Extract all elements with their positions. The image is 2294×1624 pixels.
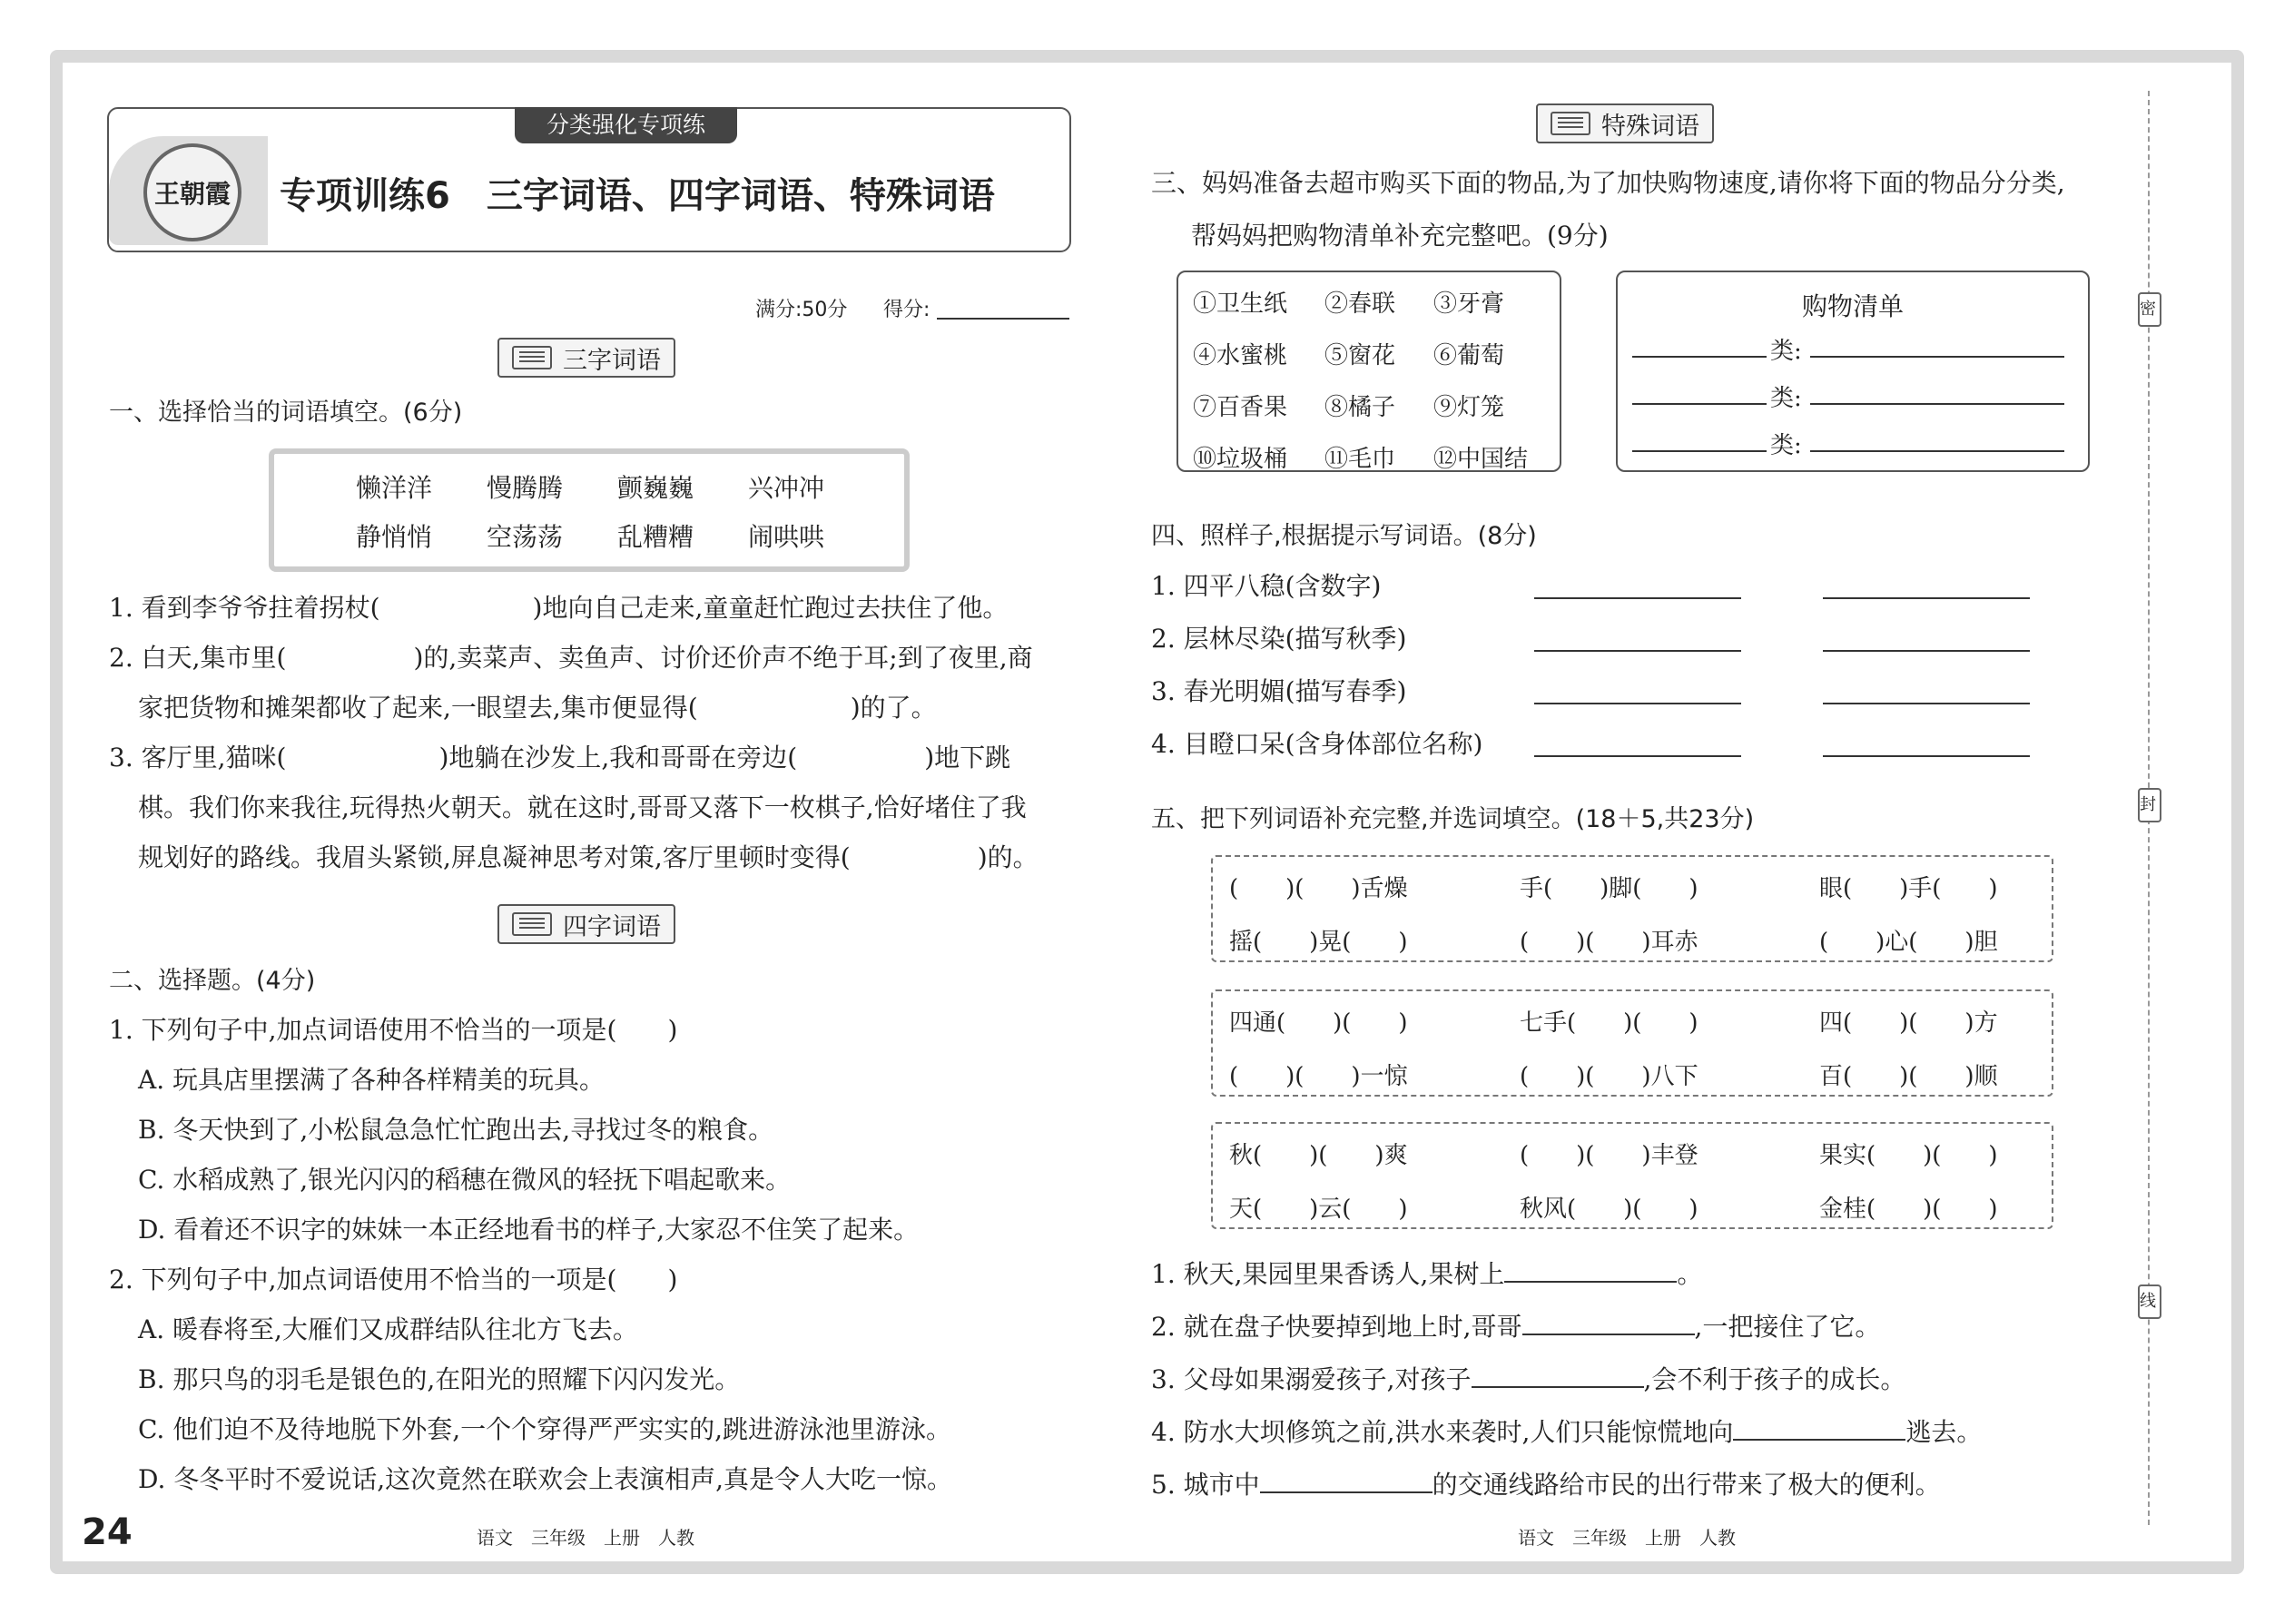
q2-option: A. 玩具店里摆满了各种各样精美的玩具。 xyxy=(138,1065,605,1095)
spine-char: 密 xyxy=(2140,300,2156,319)
q2-item: 1. 下列句子中,加点词语使用不恰当的一项是( ) xyxy=(109,1015,678,1045)
idiom: ( )( )舌燥 xyxy=(1229,875,1408,902)
q2-option: C. 他们迫不及待地脱下外套,一个个穿得严严实实的,跳进游泳池里游泳。 xyxy=(138,1414,952,1444)
q2-option: B. 冬天快到了,小松鼠急急忙忙跑出去,寻找过冬的粮食。 xyxy=(138,1115,774,1145)
item: ③牙膏 xyxy=(1433,290,1505,318)
idiom: ( )( )耳赤 xyxy=(1520,929,1698,956)
word: 兴冲冲 xyxy=(748,473,825,503)
answer-blank[interactable] xyxy=(1522,1334,1695,1335)
word: 乱糟糟 xyxy=(617,522,694,552)
item: ⑪毛巾 xyxy=(1324,446,1396,473)
category-blank[interactable] xyxy=(1632,403,1767,405)
q1-item-3-cont: 棋。我们你来我往,玩得热火朝天。就在这时,哥哥又落下一枚棋子,恰好堵住了我 xyxy=(138,792,1027,822)
answer-blank[interactable] xyxy=(1534,755,1741,757)
book-icon xyxy=(512,346,552,369)
q4-item: 2. 层林尽染(描写秋季) xyxy=(1151,624,1407,654)
score-label: 得分: xyxy=(883,299,930,321)
idiom: 秋风( )( ) xyxy=(1520,1196,1698,1223)
item: ⑧橘子 xyxy=(1324,394,1396,421)
idiom: ( )( )八下 xyxy=(1520,1063,1698,1090)
answer-blank[interactable] xyxy=(1823,597,2030,599)
items-blank[interactable] xyxy=(1810,356,2064,358)
idiom: 金桂( )( ) xyxy=(1819,1196,1998,1223)
page-title: 专项训练6 三字词语、四字词语、特殊词语 xyxy=(280,175,995,217)
full-score: 满分:50分 xyxy=(755,299,848,321)
item: ①卫生纸 xyxy=(1193,290,1288,318)
q3-title: 三、妈妈准备去超市购买下面的物品,为了加快购物速度,请你将下面的物品分分类, xyxy=(1151,168,2065,198)
q5-sentence-3: 3. 父母如果溺爱孩子,对孩子 ,会不利于孩子的成长。 xyxy=(1151,1364,1906,1394)
q4-item: 4. 目瞪口呆(含身体部位名称) xyxy=(1151,729,1483,759)
idiom-grid xyxy=(1229,1137,2055,1224)
category-blank[interactable] xyxy=(1632,356,1767,358)
q2-option: D. 看着还不识字的妹妹一本正经地看书的样子,大家忍不住笑了起来。 xyxy=(138,1215,920,1245)
footer-left: 语文 三年级 上册 人教 xyxy=(477,1527,694,1549)
word: 空荡荡 xyxy=(487,522,564,552)
q2-option: D. 冬冬平时不爱说话,这次竟然在联欢会上表演相声,真是令人大吃一惊。 xyxy=(138,1464,953,1494)
q2-option: B. 那只鸟的羽毛是银色的,在阳光的照耀下闪闪发光。 xyxy=(138,1364,741,1394)
idiom: 秋( )( )爽 xyxy=(1229,1142,1408,1169)
q2-item: 2. 下列句子中,加点词语使用不恰当的一项是( ) xyxy=(109,1265,678,1294)
item: ④水蜜桃 xyxy=(1193,342,1288,369)
items-grid xyxy=(1193,285,1542,474)
category-label: 类: xyxy=(1770,432,1802,459)
idiom-grid xyxy=(1229,870,2055,957)
q1-item-3: 3. 客厅里,猫咪( )地躺在沙发上,我和哥哥在旁边( )地下跳 xyxy=(109,743,1011,773)
score-blank[interactable] xyxy=(937,318,1069,320)
idiom-box-1 xyxy=(1211,855,2053,962)
idiom: ( )心( )胆 xyxy=(1819,929,1998,956)
answer-blank[interactable] xyxy=(1472,1386,1644,1388)
q4-title: 四、照样子,根据提示写词语。(8分) xyxy=(1151,522,1537,550)
item: ⑩垃圾桶 xyxy=(1193,446,1288,473)
category-label: 类: xyxy=(1770,385,1802,412)
logo-seal xyxy=(109,136,268,245)
q1-title: 一、选择恰当的词语填空。(6分) xyxy=(109,399,463,427)
q5-sentence-4: 4. 防水大坝修筑之前,洪水来袭时,人们只能惊慌地向 逃去。 xyxy=(1151,1417,1983,1447)
idiom: ( )( )一惊 xyxy=(1229,1063,1408,1090)
item: ②春联 xyxy=(1324,290,1396,318)
idiom: 七手( )( ) xyxy=(1520,1009,1698,1037)
answer-blank[interactable] xyxy=(1534,703,1741,704)
shopping-list-box xyxy=(1616,271,2090,472)
q2-option: A. 暖春将至,大雁们又成群结队往北方飞去。 xyxy=(138,1314,638,1344)
idiom: 摇( )晃( ) xyxy=(1229,929,1408,956)
answer-blank[interactable] xyxy=(1823,703,2030,704)
idiom: 天( )云( ) xyxy=(1229,1196,1408,1223)
book-icon xyxy=(1551,112,1590,135)
word-box xyxy=(269,448,910,572)
answer-blank[interactable] xyxy=(1733,1439,1905,1441)
answer-blank[interactable] xyxy=(1534,597,1741,599)
item: ⑫中国结 xyxy=(1433,446,1529,473)
q3-title-cont: 帮妈妈把购物清单补充完整吧。(9分) xyxy=(1191,221,1609,251)
word-row xyxy=(356,468,824,505)
word: 静悄悄 xyxy=(356,522,433,552)
answer-blank[interactable] xyxy=(1823,650,2030,652)
idiom: 手( )脚( ) xyxy=(1520,875,1698,902)
q5-sentence-1: 1. 秋天,果园里果香诱人,果树上 。 xyxy=(1151,1259,1703,1289)
items-blank[interactable] xyxy=(1810,450,2064,452)
q1-item-1: 1. 看到李爷爷拄着拐杖( )地向自己走来,童童赶忙跑过去扶住了他。 xyxy=(109,593,1009,623)
footer-right: 语文 三年级 上册 人教 xyxy=(1518,1527,1736,1549)
shopping-list-title: 购物清单 xyxy=(1801,291,1904,321)
q2-title: 二、选择题。(4分) xyxy=(109,967,316,995)
idiom: 四( )( )方 xyxy=(1819,1009,1998,1037)
word: 懒洋洋 xyxy=(356,473,433,503)
q4-item: 3. 春光明媚(描写春季) xyxy=(1151,676,1407,706)
page-number: 24 xyxy=(82,1511,133,1553)
item: ⑦百香果 xyxy=(1193,394,1288,421)
q1-item-3-cont2: 规划好的路线。我眉头紧锁,屏息凝神思考对策,客厅里顿时变得( )的。 xyxy=(138,842,1039,872)
idiom: 百( )( )顺 xyxy=(1819,1063,1998,1090)
category-blank[interactable] xyxy=(1632,450,1767,452)
q1-item-2: 2. 白天,集市里( )的,卖菜声、卖鱼声、讨价还价声不绝于耳;到了夜里,商 xyxy=(109,643,1033,673)
word: 颤巍巍 xyxy=(617,473,694,503)
item: ⑥葡萄 xyxy=(1433,342,1505,369)
word-row xyxy=(356,517,824,554)
idiom: 眼( )手( ) xyxy=(1819,875,1998,902)
category-label: 类: xyxy=(1770,338,1802,365)
logo-text: 王朝霞 xyxy=(143,143,241,241)
idiom-grid xyxy=(1229,1004,2055,1091)
word: 慢腾腾 xyxy=(487,473,564,503)
book-icon xyxy=(512,912,552,936)
idiom: 果实( )( ) xyxy=(1819,1142,1998,1169)
q5-sentence-2: 2. 就在盘子快要掉到地上时,哥哥 ,一把接住了它。 xyxy=(1151,1312,1881,1342)
q2-option: C. 水稻成熟了,银光闪闪的稻穗在微风的轻抚下唱起歌来。 xyxy=(138,1165,792,1195)
idiom-box-2 xyxy=(1211,989,2053,1097)
banner: 分类强化专项练 xyxy=(515,107,737,143)
answer-blank[interactable] xyxy=(1504,1281,1677,1283)
spine-char: 线 xyxy=(2140,1292,2156,1311)
section-special: 特殊词语 xyxy=(1536,103,1714,143)
idiom-box-3 xyxy=(1211,1122,2053,1229)
item: ⑤窗花 xyxy=(1324,342,1396,369)
idiom: 四通( )( ) xyxy=(1229,1009,1408,1037)
items-blank[interactable] xyxy=(1810,403,2064,405)
q5-sentence-5: 5. 城市中 的交通线路给市民的出行带来了极大的便利。 xyxy=(1151,1470,1941,1500)
q5-title: 五、把下列词语补充完整,并选词填空。(18＋5,共23分) xyxy=(1151,805,1755,833)
items-box xyxy=(1177,271,1561,472)
section-four-char: 四字词语 xyxy=(497,904,675,944)
answer-blank[interactable] xyxy=(1534,650,1741,652)
section-three-char: 三字词语 xyxy=(497,338,675,378)
answer-blank[interactable] xyxy=(1823,755,2030,757)
spine-char: 封 xyxy=(2140,795,2156,814)
item: ⑨灯笼 xyxy=(1433,394,1505,421)
q1-item-2-cont: 家把货物和摊架都收了起来,一眼望去,集市便显得( )的了。 xyxy=(138,693,937,723)
q4-item: 1. 四平八稳(含数字) xyxy=(1151,571,1382,601)
word: 闹哄哄 xyxy=(748,522,825,552)
answer-blank[interactable] xyxy=(1260,1491,1433,1493)
idiom: ( )( )丰登 xyxy=(1520,1142,1698,1169)
